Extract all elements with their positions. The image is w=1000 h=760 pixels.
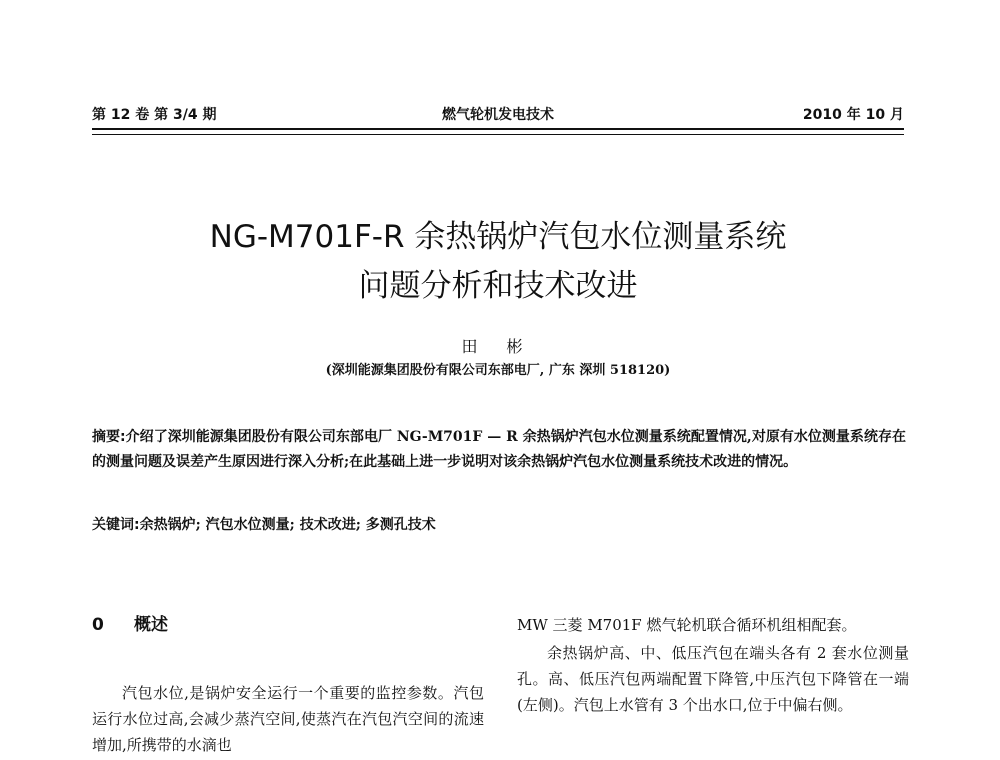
article-title [92,213,904,311]
right-column [517,610,909,718]
header-rule-thick [92,128,904,130]
keywords-label: 关键词: [92,517,140,533]
abstract-label: 摘要: [92,429,126,445]
volume-issue: 第 12 卷 第 3/4 期 [92,107,217,123]
journal-name: 燃气轮机发电技术 [442,107,554,123]
keywords [92,513,906,538]
author-affiliation: (深圳能源集团股份有限公司东部电厂, 广东 深圳 518120) [325,363,671,378]
author-name: 田 彬 [461,337,535,356]
left-column [92,610,484,758]
continued-line: MW 三菱 M701F 燃气轮机联合循环机组相配套。 [517,616,857,634]
abstract [92,425,906,475]
keywords-text: 余热锅炉; 汽包水位测量; 技术改进; 多测孔技术 [139,517,436,533]
section-title: 概述 [134,615,168,635]
abstract-text: 介绍了深圳能源集团股份有限公司东部电厂 NG-M701F — R 余热锅炉汽包水位测量系统配置情况,对原有水位测量系统存在的测量问题及误差产生原因进行深入分析;在此基础上进一步说明对该余热锅炉汽包水位测量系统技术改进的情况。 [92,429,906,470]
body-paragraph: 汽包水位,是锅炉安全运行一个重要的监控参数。汽包运行水位过高,会减少蒸汽空间,使蒸汽在汽包汽空间的流速增加,所携带的水滴也 [92,684,484,754]
header-rule-thin [92,134,904,135]
section-heading [92,610,484,640]
section-number: 0 [92,615,104,635]
body-paragraph: 余热锅炉高、中、低压汽包在端头各有 2 套水位测量孔。高、低压汽包两端配置下降管,中压汽包下降管在一端(左侧)。汽包上水管有 3 个出水口,位于中偏右侧。 [517,644,909,714]
title-line-1: NG-M701F-R 余热锅炉汽包水位测量系统 [209,219,787,255]
title-line-2: 问题分析和技术改进 [358,268,638,304]
publication-date: 2010 年 10 月 [802,107,904,123]
